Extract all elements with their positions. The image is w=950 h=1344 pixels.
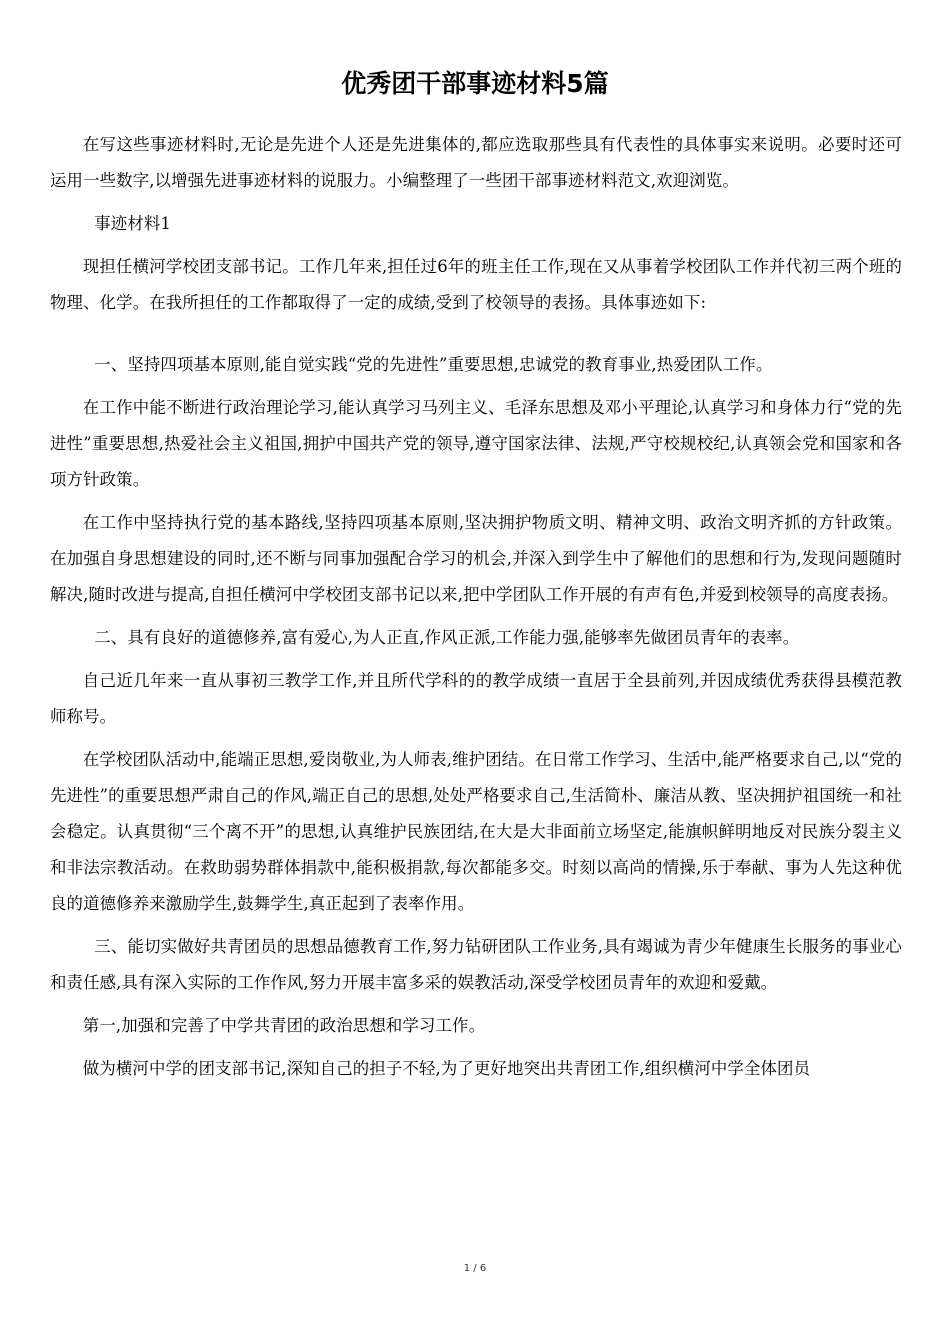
body-paragraph: 在工作中能不断进行政治理论学习,能认真学习马列主义、毛泽东思想及邓小平理论,认真学习和身体力行“党的先进性”重要思想,热爱社会主义祖国,拥护中国共产党的领导,遵守国家法律、法规,严守校规校纪,认真领会党和国家和各项方针政策。 bbox=[50, 398, 902, 489]
body-paragraph: 第一,加强和完善了中学共青团的政治思想和学习工作。 bbox=[82, 1016, 486, 1035]
page-number: 1 / 6 bbox=[463, 1263, 487, 1274]
subheading: 三、能切实做好共青团员的思想品德教育工作,努力钻研团队工作业务,具有竭诚为青少年健康生长服务的事业心和责任感,具有深入实际的工作作风,努力开展丰富多采的娱教活动,深受学校团员青年的欢迎和爱戴。 bbox=[50, 937, 902, 992]
body-paragraph: 现担任横河学校团支部书记。工作几年来,担任过6年的班主任工作,现在又从事着学校团队工作并代初三两个班的物理、化学。在我所担任的工作都取得了一定的成绩,受到了校领导的表扬。具体事迹如下: bbox=[50, 257, 902, 312]
body-paragraph: 自己近几年来一直从事初三教学工作,并且所代学科的的教学成绩一直居于全县前列,并因成绩优秀获得县模范教师称号。 bbox=[50, 671, 902, 726]
subheading: 一、坚持四项基本原则,能自觉实践“党的先进性”重要思想,忠诚党的教育事业,热爱团队工作。 bbox=[94, 355, 773, 374]
intro-paragraph: 在写这些事迹材料时,无论是先进个人还是先进集体的,都应选取那些具有代表性的具体事实来说明。必要时还可运用一些数字,以增强先进事迹材料的说服力。小编整理了一些团干部事迹材料范文,欢迎浏览。 bbox=[50, 135, 902, 190]
document-body bbox=[50, 127, 902, 1094]
body-paragraph: 在工作中坚持执行党的基本路线,坚持四项基本原则,坚决拥护物质文明、精神文明、政治文明齐抓的方针政策。在加强自身思想建设的同时,还不断与同事加强配合学习的机会,并深入到学生中了解他们的思想和行为,发现问题随时解决,随时改进与提高,自担任横河中学校团支部书记以来,把中学团队工作开展的有声有色,并爱到校领导的高度表扬。 bbox=[50, 513, 902, 604]
body-paragraph: 在学校团队活动中,能端正思想,爱岗敬业,为人师表,维护团结。在日常工作学习、生活中,能严格要求自己,以“党的先进性”的重要思想严肃自己的作风,端正自己的思想,处处严格要求自己,生活简朴、廉洁从教、坚决拥护祖国统一和社会稳定。认真贯彻“三个离不开”的思想,认真维护民族团结,在大是大非面前立场坚定,能旗帜鲜明地反对民族分裂主义和非法宗教活动。在救助弱势群体捐款中,能积极捐款,每次都能多交。时刻以高尚的情操,乐于奉献、事为人先这种优良的道德修养来激励学生,鼓舞学生,真正起到了表率作用。 bbox=[50, 750, 902, 913]
body-paragraph: 做为横河中学的团支部书记,深知自己的担子不轻,为了更好地突出共青团工作,组织横河中学全体团员 bbox=[82, 1059, 811, 1078]
subheading: 二、具有良好的道德修养,富有爱心,为人正直,作风正派,工作能力强,能够率先做团员青年的表率。 bbox=[94, 628, 800, 647]
document-title: 优秀团干部事迹材料5篇 bbox=[341, 69, 609, 98]
section-label: 事迹材料1 bbox=[94, 214, 172, 233]
